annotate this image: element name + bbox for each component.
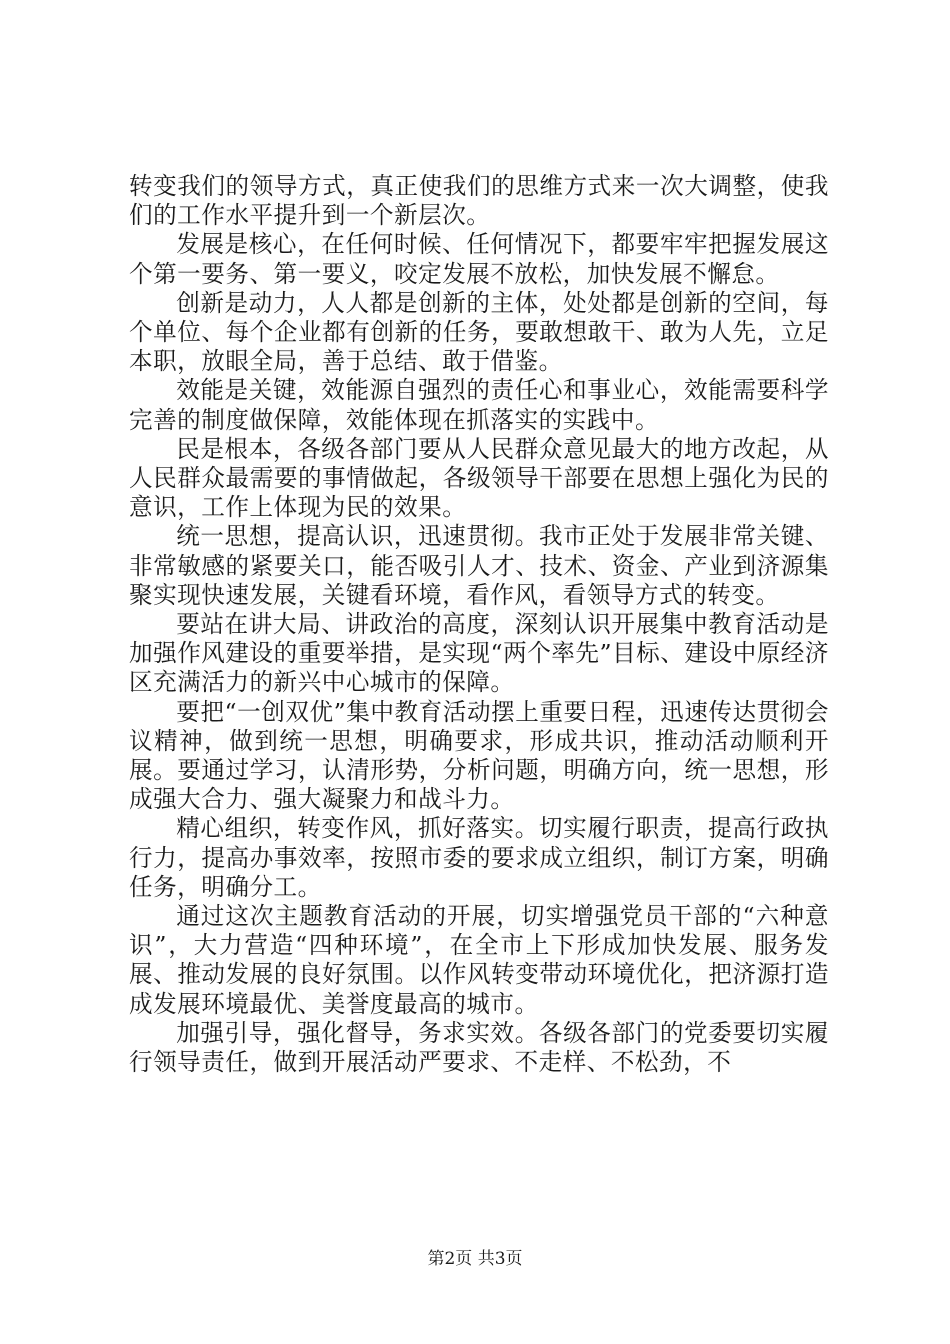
paragraph-4: 效能是关键，效能源自强烈的责任心和事业心，效能需要科学完善的制度做保障，效能体现在抓落实的实践中。 xyxy=(129,376,829,434)
paragraph-11: 加强引导，强化督导，务求实效。各级各部门的党委要切实履行领导责任，做到开展活动严要求、不走样、不松劲，不 xyxy=(129,1018,829,1077)
page-footer xyxy=(0,1248,950,1270)
paragraph-9: 精心组织，转变作风，抓好落实。切实履行职责，提高行政执行力，提高办事效率，按照市委的要求成立组织，制订方案，明确任务，明确分工。 xyxy=(129,814,829,901)
paragraph-1: 转变我们的领导方式，真正使我们的思维方式来一次大调整，使我们的工作水平提升到一个新层次。 xyxy=(129,172,829,230)
paragraph-5: 民是根本，各级各部门要从人民群众意见最大的地方改起，从人民群众最需要的事情做起，各级领导干部要在思想上强化为民的意识，工作上体现为民的效果。 xyxy=(129,434,829,522)
paragraph-8: 要把“一创双优”集中教育活动摆上重要日程，迅速传达贯彻会议精神，做到统一思想，明确要求，形成共识，推动活动顺利开展。要通过学习，认清形势，分析问题，明确方向，统一思想，形成强大合力、强大凝聚力和战斗力。 xyxy=(129,697,829,814)
paragraph-3: 创新是动力，人人都是创新的主体，处处都是创新的空间，每个单位、每个企业都有创新的任务，要敢想敢干、敢为人先，立足本职，放眼全局，善于总结、敢于借鉴。 xyxy=(129,288,829,376)
paragraph-10: 通过这次主题教育活动的开展，切实增强党员干部的“六种意识”，大力营造“四种环境”，在全市上下形成加快发展、服务发展、推动发展的良好氛围。以作风转变带动环境优化，把济源打造成发展环境最优、美誉度最高的城市。 xyxy=(129,902,829,1018)
page-number-label: 第2页 共3页 xyxy=(427,1249,523,1269)
paragraph-6: 统一思想，提高认识，迅速贯彻。我市正处于发展非常关键、非常敏感的紧要关口，能否吸引人才、技术、资金、产业到济源集聚实现快速发展，关键看环境，看作风，看领导方式的转变。 xyxy=(129,522,829,609)
document-body xyxy=(129,172,829,1077)
paragraph-2: 发展是核心，在任何时候、任何情况下，都要牢牢把握发展这个第一要务、第一要义，咬定发展不放松，加快发展不懈怠。 xyxy=(129,230,829,288)
paragraph-7: 要站在讲大局、讲政治的高度，深刻认识开展集中教育活动是加强作风建设的重要举措，是实现“两个率先”目标、建设中原经济区充满活力的新兴中心城市的保障。 xyxy=(129,610,829,697)
